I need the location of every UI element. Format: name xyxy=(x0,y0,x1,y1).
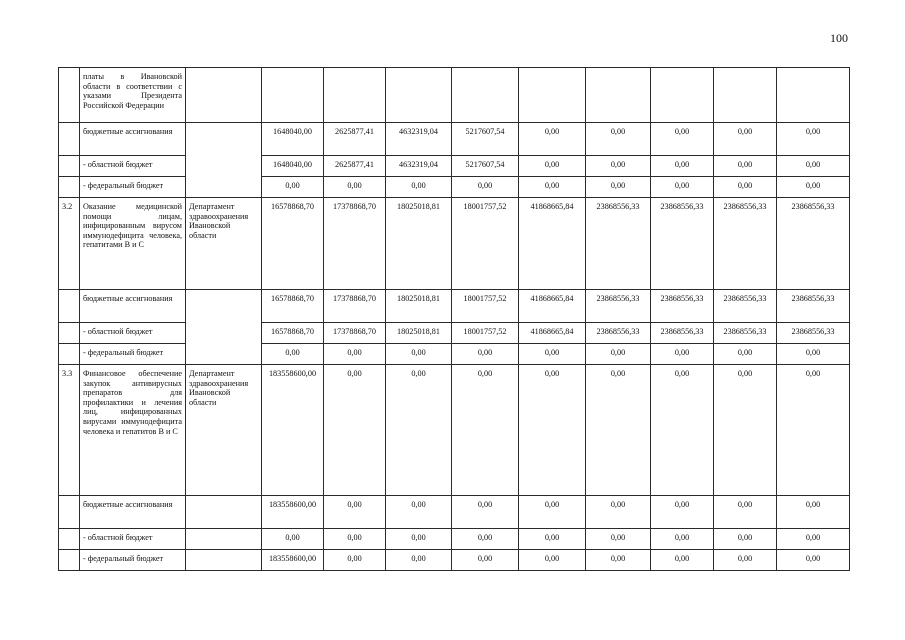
cell-value xyxy=(519,68,586,123)
cell-value: 0,00 xyxy=(324,365,386,496)
cell-value: 0,00 xyxy=(586,550,651,571)
cell-value: 0,00 xyxy=(586,123,651,156)
cell-value: 0,00 xyxy=(519,550,586,571)
cell-value xyxy=(452,68,519,123)
cell-value: 0,00 xyxy=(714,344,777,365)
cell-value: 18025018,81 xyxy=(386,323,452,344)
cell-value: 0,00 xyxy=(386,529,452,550)
cell-value: 41868665,84 xyxy=(519,290,586,323)
cell-value: 0,00 xyxy=(452,496,519,529)
cell-value: 0,00 xyxy=(324,177,386,198)
cell-value: 0,00 xyxy=(586,496,651,529)
cell-value: 0,00 xyxy=(519,496,586,529)
cell-value: 0,00 xyxy=(651,529,714,550)
cell-value: 0,00 xyxy=(586,177,651,198)
cell-value: 18025018,81 xyxy=(386,290,452,323)
table-row xyxy=(59,323,850,344)
cell-value: 0,00 xyxy=(519,365,586,496)
row-name: - федеральный бюджет xyxy=(80,344,186,365)
cell-value: 17378868,70 xyxy=(324,198,386,290)
row-name: Оказание медицинской помощи лицам, инфицированным вирусом иммунодефицита человека, гепатитами В и С xyxy=(80,198,186,290)
cell-value: 0,00 xyxy=(452,365,519,496)
row-index xyxy=(59,177,80,198)
row-index xyxy=(59,550,80,571)
cell-value: 0,00 xyxy=(586,156,651,177)
row-responsible xyxy=(186,290,262,365)
cell-value: 0,00 xyxy=(651,344,714,365)
cell-value: 0,00 xyxy=(651,550,714,571)
cell-value: 0,00 xyxy=(386,177,452,198)
cell-value: 0,00 xyxy=(324,529,386,550)
row-name: - областной бюджет xyxy=(80,529,186,550)
cell-value: 4632319,04 xyxy=(386,156,452,177)
row-name: бюджетные ассигнования xyxy=(80,123,186,156)
budget-table xyxy=(58,67,850,571)
cell-value: 0,00 xyxy=(586,344,651,365)
cell-value: 23868556,33 xyxy=(651,323,714,344)
row-index xyxy=(59,123,80,156)
cell-value: 0,00 xyxy=(519,177,586,198)
table-row xyxy=(59,68,850,123)
cell-value: 0,00 xyxy=(586,365,651,496)
cell-value: 0,00 xyxy=(586,529,651,550)
cell-value: 4632319,04 xyxy=(386,123,452,156)
cell-value: 0,00 xyxy=(262,529,324,550)
row-name: - федеральный бюджет xyxy=(80,550,186,571)
cell-value: 18001757,52 xyxy=(452,290,519,323)
row-name: - областной бюджет xyxy=(80,323,186,344)
cell-value: 0,00 xyxy=(324,496,386,529)
cell-value: 23868556,33 xyxy=(651,198,714,290)
row-name: - федеральный бюджет xyxy=(80,177,186,198)
cell-value: 0,00 xyxy=(777,550,850,571)
cell-value: 2625877,41 xyxy=(324,156,386,177)
cell-value: 23868556,33 xyxy=(586,198,651,290)
cell-value: 0,00 xyxy=(777,177,850,198)
cell-value: 0,00 xyxy=(651,365,714,496)
row-responsible: Департамент здравоохранения Ивановской области xyxy=(186,198,262,290)
table-row xyxy=(59,290,850,323)
cell-value: 0,00 xyxy=(452,529,519,550)
row-index xyxy=(59,156,80,177)
cell-value: 23868556,33 xyxy=(714,198,777,290)
cell-value: 0,00 xyxy=(386,365,452,496)
cell-value: 183558600,00 xyxy=(262,496,324,529)
row-name: платы в Ивановской области в соответствии с указами Президента Российской Федерации xyxy=(80,68,186,123)
cell-value: 0,00 xyxy=(386,496,452,529)
cell-value: 16578868,70 xyxy=(262,198,324,290)
cell-value: 23868556,33 xyxy=(777,290,850,323)
cell-value: 0,00 xyxy=(777,156,850,177)
cell-value: 23868556,33 xyxy=(651,290,714,323)
cell-value: 0,00 xyxy=(651,123,714,156)
table-row xyxy=(59,496,850,529)
cell-value: 0,00 xyxy=(386,550,452,571)
cell-value: 0,00 xyxy=(519,156,586,177)
row-name: Финансовое обеспечение закупок антивирусных препаратов для профилактики и лечения лиц, инфицированных вирусами иммунодефицита человека и гепатитов В и С xyxy=(80,365,186,496)
table-row xyxy=(59,529,850,550)
cell-value: 23868556,33 xyxy=(714,323,777,344)
cell-value xyxy=(324,68,386,123)
cell-value: 18001757,52 xyxy=(452,323,519,344)
cell-value: 0,00 xyxy=(519,344,586,365)
cell-value: 17378868,70 xyxy=(324,323,386,344)
cell-value xyxy=(777,68,850,123)
cell-value: 0,00 xyxy=(714,177,777,198)
row-name: бюджетные ассигнования xyxy=(80,290,186,323)
cell-value: 183558600,00 xyxy=(262,550,324,571)
cell-value xyxy=(651,68,714,123)
cell-value: 18025018,81 xyxy=(386,198,452,290)
cell-value xyxy=(386,68,452,123)
row-index xyxy=(59,344,80,365)
row-responsible xyxy=(186,68,262,123)
row-responsible xyxy=(186,550,262,571)
cell-value: 0,00 xyxy=(262,344,324,365)
row-index: 3.2 xyxy=(59,198,80,290)
cell-value: 0,00 xyxy=(519,123,586,156)
cell-value: 41868665,84 xyxy=(519,198,586,290)
cell-value: 1648040,00 xyxy=(262,156,324,177)
cell-value: 0,00 xyxy=(777,529,850,550)
cell-value: 5217607,54 xyxy=(452,156,519,177)
cell-value: 0,00 xyxy=(452,550,519,571)
cell-value: 0,00 xyxy=(324,550,386,571)
row-responsible xyxy=(186,123,262,198)
cell-value: 41868665,84 xyxy=(519,323,586,344)
cell-value: 23868556,33 xyxy=(714,290,777,323)
cell-value: 0,00 xyxy=(777,344,850,365)
cell-value: 0,00 xyxy=(777,365,850,496)
cell-value: 0,00 xyxy=(386,344,452,365)
cell-value xyxy=(262,68,324,123)
cell-value: 0,00 xyxy=(714,550,777,571)
cell-value: 0,00 xyxy=(714,529,777,550)
cell-value: 0,00 xyxy=(452,177,519,198)
cell-value: 0,00 xyxy=(714,156,777,177)
cell-value: 0,00 xyxy=(651,496,714,529)
cell-value: 23868556,33 xyxy=(777,323,850,344)
page-number: 100 xyxy=(830,31,848,45)
table-row xyxy=(59,365,850,496)
cell-value: 23868556,33 xyxy=(777,198,850,290)
cell-value: 2625877,41 xyxy=(324,123,386,156)
cell-value: 183558600,00 xyxy=(262,365,324,496)
cell-value: 18001757,52 xyxy=(452,198,519,290)
cell-value: 1648040,00 xyxy=(262,123,324,156)
cell-value: 0,00 xyxy=(714,496,777,529)
table-row xyxy=(59,177,850,198)
cell-value: 0,00 xyxy=(651,156,714,177)
table-row xyxy=(59,344,850,365)
row-index xyxy=(59,529,80,550)
row-name: бюджетные ассигнования xyxy=(80,496,186,529)
cell-value: 0,00 xyxy=(324,344,386,365)
row-responsible xyxy=(186,529,262,550)
cell-value: 0,00 xyxy=(777,496,850,529)
cell-value: 0,00 xyxy=(452,344,519,365)
cell-value: 0,00 xyxy=(262,177,324,198)
row-index xyxy=(59,290,80,323)
row-index xyxy=(59,68,80,123)
table-row xyxy=(59,156,850,177)
table-row xyxy=(59,550,850,571)
cell-value: 0,00 xyxy=(651,177,714,198)
cell-value: 5217607,54 xyxy=(452,123,519,156)
cell-value: 0,00 xyxy=(777,123,850,156)
row-responsible: Департамент здравоохранения Ивановской области xyxy=(186,365,262,496)
cell-value: 0,00 xyxy=(714,365,777,496)
cell-value xyxy=(586,68,651,123)
cell-value xyxy=(714,68,777,123)
cell-value: 16578868,70 xyxy=(262,290,324,323)
row-index xyxy=(59,496,80,529)
table-row xyxy=(59,123,850,156)
cell-value: 23868556,33 xyxy=(586,290,651,323)
row-index xyxy=(59,323,80,344)
cell-value: 17378868,70 xyxy=(324,290,386,323)
table-row xyxy=(59,198,850,290)
cell-value: 0,00 xyxy=(519,529,586,550)
row-name: - областной бюджет xyxy=(80,156,186,177)
row-index: 3.3 xyxy=(59,365,80,496)
cell-value: 23868556,33 xyxy=(586,323,651,344)
cell-value: 0,00 xyxy=(714,123,777,156)
row-responsible xyxy=(186,496,262,529)
cell-value: 16578868,70 xyxy=(262,323,324,344)
